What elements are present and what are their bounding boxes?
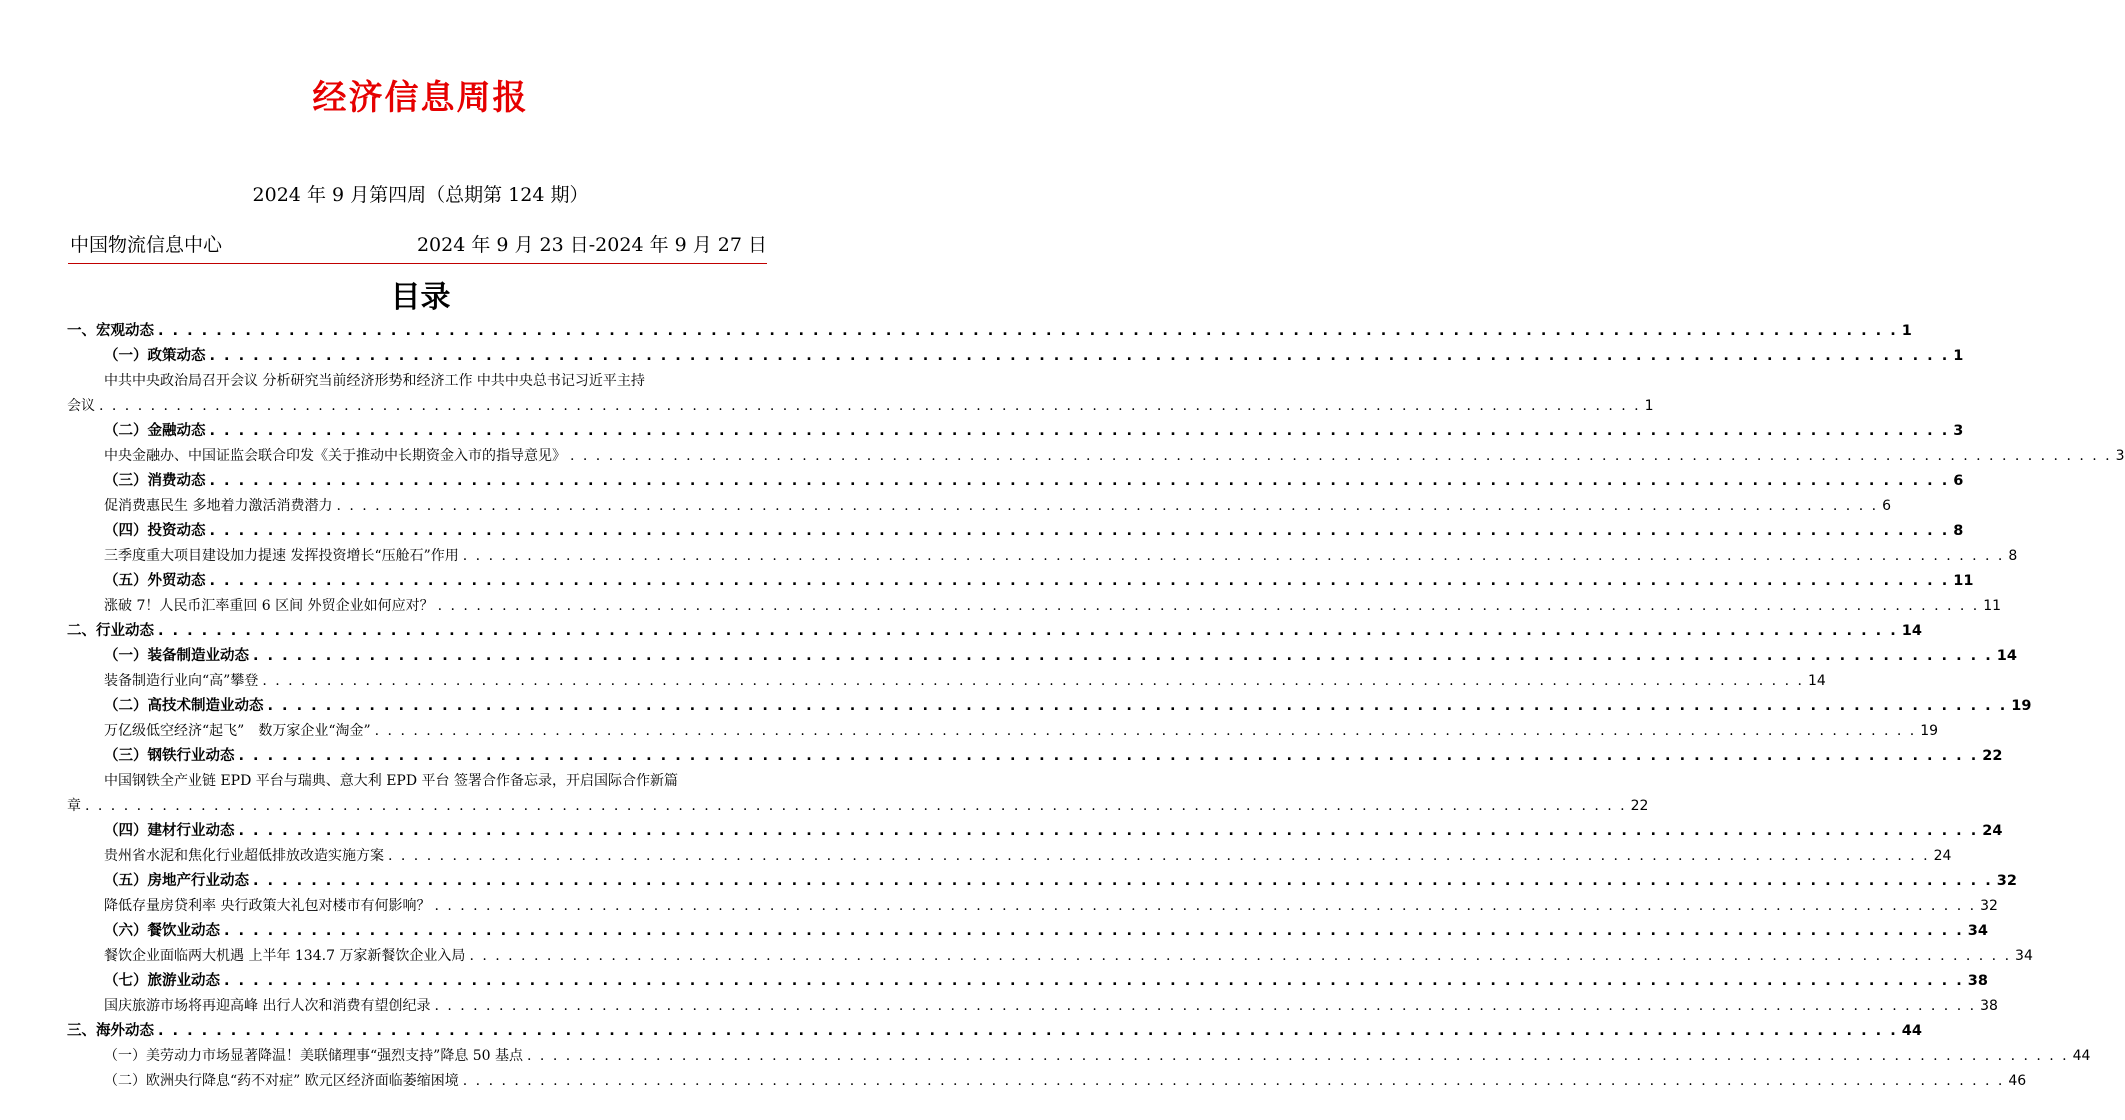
toc-subsection[interactable] xyxy=(0,344,1964,369)
toc-subsection[interactable] xyxy=(0,744,2003,769)
toc-page-number: 32 xyxy=(1996,873,2017,889)
toc-page-number: 34 xyxy=(1967,923,1988,939)
toc-entry[interactable] xyxy=(0,994,1998,1019)
dot-leader: . . . . . . . . . . . . . . . . . . . . . . . . . . . . . . . . . . . . . . . . . . . . . . . . . . . . . . . . . . . . . . . . . . . . . . . . . . . . . . . . . . . . . . . . . . . . . . . . . . . . . . . . . . . . . . . . . . . . . . . . xyxy=(238,748,1979,764)
dot-leader: . . . . . . . . . . . . . . . . . . . . . . . . . . . . . . . . . . . . . . . . . . . . . . . . . . . . . . . . . . . . . . . . . . . . . . . . . . . . . . . . . . . . . . . . . . . . . . . . . . . . . . . . . . . . . . . . . . . . . . . . xyxy=(158,1023,1898,1039)
toc-entry[interactable] xyxy=(0,719,1939,744)
toc-page-number: 46 xyxy=(2008,1073,2027,1089)
toc-page-number: 14 xyxy=(1807,673,1826,689)
toc-entry-text: （二）高技术制造业动态 xyxy=(104,698,264,714)
toc-section[interactable] xyxy=(0,1019,1922,1044)
dot-leader: . . . . . . . . . . . . . . . . . . . . . . . . . . . . . . . . . . . . . . . . . . . . . . . . . . . . . . . . . . . . . . . . . . . . . . . . . . . . . . . . . . . . . . . . . . . . . . . . . . . . . . . . . . . . . . . . . . . . . . . . xyxy=(209,473,1950,489)
toc-page-number: 22 xyxy=(1982,748,2003,764)
toc-entry-text: （一）装备制造业动态 xyxy=(104,648,249,664)
toc-entry-text: 中国钢铁全产业链 EPD 平台与瑞典、意大利 EPD 平台 签署合作备忘录，开启国际合作新篇 xyxy=(104,773,678,789)
organization: 中国物流信息中心 xyxy=(70,234,223,256)
toc-page-number: 1 xyxy=(1953,348,1964,364)
dot-leader: . . . . . . . . . . . . . . . . . . . . . . . . . . . . . . . . . . . . . . . . . . . . . . . . . . . . . . . . . . . . . . . . . . . . . . . . . . . . . . . . . . . . . . . . . . . . . . . . . . . . . . . . . . . . . . . . . . . . . . . . xyxy=(336,498,1879,514)
toc-page-number: 8 xyxy=(1953,523,1964,539)
toc-entry-text: （二）欧洲央行降息“药不对症” 欧元区经济面临萎缩困境 xyxy=(104,1073,459,1089)
toc-entry-text: 降低存量房贷利率 央行政策大礼包对楼市有何影响？ xyxy=(104,898,431,914)
toc-subsection[interactable] xyxy=(0,469,1964,494)
toc-entry-text: 涨破 7！人民币汇率重回 6 区间 外贸企业如何应对？ xyxy=(104,598,434,614)
report-title: 经济信息周报 xyxy=(312,78,529,118)
dot-leader: . . . . . . . . . . . . . . . . . . . . . . . . . . . . . . . . . . . . . . . . . . . . . . . . . . . . . . . . . . . . . . . . . . . . . . . . . . . . . . . . . . . . . . . . . . . . . . . . . . . . . . . . . . . . . . . . . . . . . . . . xyxy=(388,848,1930,864)
toc-entry-text: （一）美劳动力市场显著降温！美联储理事“强烈支持”降息 50 基点 xyxy=(104,1048,524,1064)
header-divider xyxy=(68,263,767,264)
toc-page-number: 38 xyxy=(1980,998,1998,1014)
dot-leader: . . . . . . . . . . . . . . . . . . . . . . . . . . . . . . . . . . . . . . . . . . . . . . . . . . . . . . . . . . . . . . . . . . . . . . . . . . . . . . . . . . . . . . . . . . . . . . . . . . . . . . . . . . . . . . . . . . . . . . . . xyxy=(158,623,1898,639)
dot-leader: . . . . . . . . . . . . . . . . . . . . . . . . . . . . . . . . . . . . . . . . . . . . . . . . . . . . . . . . . . . . . . . . . . . . . . . . . . . . . . . . . . . . . . . . . . . . . . . . . . . . . . . . . . . . . . . . . . . . . . . . xyxy=(209,348,1950,364)
toc-entry[interactable] xyxy=(0,944,2033,969)
toc-entry-text: 章 xyxy=(67,798,81,814)
dot-leader: . . . . . . . . . . . . . . . . . . . . . . . . . . . . . . . . . . . . . . . . . . . . . . . . . . . . . . . . . . . . . . . . . . . . . . . . . . . . . . . . . . . . . . . . . . . . . . . . . . . . . . . . . . . . . . . . . . . . . . . . xyxy=(209,573,1950,589)
toc-page-number: 22 xyxy=(1630,798,1649,814)
toc-entry-text: （四）投资动态 xyxy=(104,523,206,539)
dot-leader: . . . . . . . . . . . . . . . . . . . . . . . . . . . . . . . . . . . . . . . . . . . . . . . . . . . . . . . . . . . . . . . . . . . . . . . . . . . . . . . . . . . . . . . . . . . . . . . . . . . . . . . . . . . . . . . . . . . . . . . . xyxy=(434,898,1977,914)
toc-entry[interactable] xyxy=(0,544,2018,569)
dot-leader: . . . . . . . . . . . . . . . . . . . . . . . . . . . . . . . . . . . . . . . . . . . . . . . . . . . . . . . . . . . . . . . . . . . . . . . . . . . . . . . . . . . . . . . . . . . . . . . . . . . . . . . . . . . . . . . . . . . . . . . . xyxy=(267,698,2008,714)
toc-page-number: 6 xyxy=(1953,473,1964,489)
toc-entry[interactable] xyxy=(0,1069,2027,1094)
toc-entry[interactable] xyxy=(0,444,2125,469)
toc-entry-continued[interactable] xyxy=(0,794,1649,819)
dot-leader: . . . . . . . . . . . . . . . . . . . . . . . . . . . . . . . . . . . . . . . . . . . . . . . . . . . . . . . . . . . . . . . . . . . . . . . . . . . . . . . . . . . . . . . . . . . . . . . . . . . . . . . . . . . . . . . . . . . . . . . . xyxy=(253,873,1993,889)
toc-entry-text: 餐饮企业面临两大机遇 上半年 134.7 万家新餐饮企业入局 xyxy=(104,948,466,964)
toc-subsection[interactable] xyxy=(0,419,1964,444)
dot-leader: . . . . . . . . . . . . . . . . . . . . . . . . . . . . . . . . . . . . . . . . . . . . . . . . . . . . . . . . . . . . . . . . . . . . . . . . . . . . . . . . . . . . . . . . . . . . . . . . . . . . . . . . . . . . . . . . . . . . . . . . xyxy=(99,398,1641,414)
toc-page-number: 19 xyxy=(2011,698,2032,714)
toc-subsection[interactable] xyxy=(0,519,1964,544)
toc-entry[interactable] xyxy=(0,844,1952,869)
date-range: 2024 年 9 月 23 日-2024 年 9 月 27 日 xyxy=(416,234,767,256)
toc-entry-text: 会议 xyxy=(67,398,95,414)
dot-leader: . . . . . . . . . . . . . . . . . . . . . . . . . . . . . . . . . . . . . . . . . . . . . . . . . . . . . . . . . . . . . . . . . . . . . . . . . . . . . . . . . . . . . . . . . . . . . . . . . . . . . . . . . . . . . . . . . . . . . . . . xyxy=(527,1048,2069,1064)
dot-leader: . . . . . . . . . . . . . . . . . . . . . . . . . . . . . . . . . . . . . . . . . . . . . . . . . . . . . . . . . . . . . . . . . . . . . . . . . . . . . . . . . . . . . . . . . . . . . . . . . . . . . . . . . . . . . . . . . . . . . . . . xyxy=(85,798,1627,814)
toc-entry-text: 三季度重大项目建设加力提速 发挥投资增长“压舱石”作用 xyxy=(104,548,459,564)
toc-subsection[interactable] xyxy=(0,819,2003,844)
toc-entry-text: 三、海外动态 xyxy=(67,1023,154,1039)
dot-leader: . . . . . . . . . . . . . . . . . . . . . . . . . . . . . . . . . . . . . . . . . . . . . . . . . . . . . . . . . . . . . . . . . . . . . . . . . . . . . . . . . . . . . . . . . . . . . . . . . . . . . . . . . . . . . . . . . . . . . . . . xyxy=(570,448,2112,464)
toc-entry-text: 二、行业动态 xyxy=(67,623,154,639)
toc-page-number: 1 xyxy=(1901,323,1912,339)
toc-entry-text: （三）钢铁行业动态 xyxy=(104,748,235,764)
toc-heading: 目录 xyxy=(390,280,451,315)
toc-page-number: 34 xyxy=(2015,948,2033,964)
dot-leader: . . . . . . . . . . . . . . . . . . . . . . . . . . . . . . . . . . . . . . . . . . . . . . . . . . . . . . . . . . . . . . . . . . . . . . . . . . . . . . . . . . . . . . . . . . . . . . . . . . . . . . . . . . . . . . . . . . . . . . . . xyxy=(469,948,2012,964)
toc-page-number: 19 xyxy=(1920,723,1939,739)
toc-subsection[interactable] xyxy=(0,694,2032,719)
toc-entry-text: 贵州省水泥和焦化行业超低排放改造实施方案 xyxy=(104,848,384,864)
toc-entry-text: （五）外贸动态 xyxy=(104,573,206,589)
dot-leader: . . . . . . . . . . . . . . . . . . . . . . . . . . . . . . . . . . . . . . . . . . . . . . . . . . . . . . . . . . . . . . . . . . . . . . . . . . . . . . . . . . . . . . . . . . . . . . . . . . . . . . . . . . . . . . . . . . . . . . . . xyxy=(462,1073,2005,1089)
toc-page-number: 6 xyxy=(1882,498,1891,514)
toc-page-number: 3 xyxy=(1953,423,1964,439)
toc-entry-text: （五）房地产行业动态 xyxy=(104,873,249,889)
toc-entry-text: 中共中央政治局召开会议 分析研究当前经济形势和经济工作 中共中央总书记习近平主持 xyxy=(104,373,645,389)
dot-leader: . . . . . . . . . . . . . . . . . . . . . . . . . . . . . . . . . . . . . . . . . . . . . . . . . . . . . . . . . . . . . . . . . . . . . . . . . . . . . . . . . . . . . . . . . . . . . . . . . . . . . . . . . . . . . . . . . . . . . . . . xyxy=(262,673,1804,689)
dot-leader: . . . . . . . . . . . . . . . . . . . . . . . . . . . . . . . . . . . . . . . . . . . . . . . . . . . . . . . . . . . . . . . . . . . . . . . . . . . . . . . . . . . . . . . . . . . . . . . . . . . . . . . . . . . . . . . . . . . . . . . . xyxy=(437,598,1980,614)
toc-subsection[interactable] xyxy=(0,919,1988,944)
toc-entry-text: 装备制造行业向“高”攀登 xyxy=(104,673,259,689)
toc-page-number: 44 xyxy=(2072,1048,2091,1064)
toc-page-number: 24 xyxy=(1933,848,1952,864)
toc-page-number: 1 xyxy=(1644,398,1654,414)
toc-entry-text: （三）消费动态 xyxy=(104,473,206,489)
toc-page-number: 38 xyxy=(1967,973,1988,989)
toc-section[interactable] xyxy=(0,319,1912,344)
toc-entry[interactable] xyxy=(0,1044,2091,1069)
toc-section[interactable] xyxy=(0,619,1922,644)
toc-entry[interactable] xyxy=(0,494,1891,519)
dot-leader: . . . . . . . . . . . . . . . . . . . . . . . . . . . . . . . . . . . . . . . . . . . . . . . . . . . . . . . . . . . . . . . . . . . . . . . . . . . . . . . . . . . . . . . . . . . . . . . . . . . . . . . . . . . . . . . . . . . . . . . . xyxy=(374,723,1917,739)
toc-subsection[interactable] xyxy=(0,869,2017,894)
dot-leader: . . . . . . . . . . . . . . . . . . . . . . . . . . . . . . . . . . . . . . . . . . . . . . . . . . . . . . . . . . . . . . . . . . . . . . . . . . . . . . . . . . . . . . . . . . . . . . . . . . . . . . . . . . . . . . . . . . . . . . . . xyxy=(253,648,1993,664)
toc-entry[interactable] xyxy=(0,894,1998,919)
toc-entry-text: 国庆旅游市场将再迎高峰 出行人次和消费有望创纪录 xyxy=(104,998,431,1014)
dot-leader: . . . . . . . . . . . . . . . . . . . . . . . . . . . . . . . . . . . . . . . . . . . . . . . . . . . . . . . . . . . . . . . . . . . . . . . . . . . . . . . . . . . . . . . . . . . . . . . . . . . . . . . . . . . . . . . . . . . . . . . . xyxy=(238,823,1979,839)
dot-leader: . . . . . . . . . . . . . . . . . . . . . . . . . . . . . . . . . . . . . . . . . . . . . . . . . . . . . . . . . . . . . . . . . . . . . . . . . . . . . . . . . . . . . . . . . . . . . . . . . . . . . . . . . . . . . . . . . . . . . . . . xyxy=(158,323,1898,339)
toc-page-number: 3 xyxy=(2115,448,2125,464)
toc-page-number: 32 xyxy=(1980,898,1998,914)
toc-entry-text: （七）旅游业动态 xyxy=(104,973,220,989)
toc-page-number: 8 xyxy=(2008,548,2018,564)
toc-entry[interactable] xyxy=(0,594,2002,619)
toc-entry-continued[interactable] xyxy=(0,394,1654,419)
toc-page-number: 14 xyxy=(1996,648,2017,664)
toc-page-number: 44 xyxy=(1901,1023,1922,1039)
toc-entry-text: （二）金融动态 xyxy=(104,423,206,439)
toc-entry-text: 中央金融办、中国证监会联合印发《关于推动中长期资金入市的指导意见》 xyxy=(104,448,566,464)
toc-entry[interactable] xyxy=(0,669,1826,694)
toc-page-number: 24 xyxy=(1982,823,2003,839)
toc-entry-text: （一）政策动态 xyxy=(104,348,206,364)
toc-entry[interactable] xyxy=(0,769,841,794)
dot-leader: . . . . . . . . . . . . . . . . . . . . . . . . . . . . . . . . . . . . . . . . . . . . . . . . . . . . . . . . . . . . . . . . . . . . . . . . . . . . . . . . . . . . . . . . . . . . . . . . . . . . . . . . . . . . . . . . . . . . . . . . xyxy=(224,923,1964,939)
toc-subsection[interactable] xyxy=(0,644,2017,669)
dot-leader: . . . . . . . . . . . . . . . . . . . . . . . . . . . . . . . . . . . . . . . . . . . . . . . . . . . . . . . . . . . . . . . . . . . . . . . . . . . . . . . . . . . . . . . . . . . . . . . . . . . . . . . . . . . . . . . . . . . . . . . . xyxy=(209,423,1950,439)
toc-entry-text: 一、宏观动态 xyxy=(67,323,154,339)
toc-entry-text: 促消费惠民生 多地着力激活消费潜力 xyxy=(104,498,333,514)
toc-entry[interactable] xyxy=(0,369,841,394)
toc-entry-text: （四）建材行业动态 xyxy=(104,823,235,839)
toc-page-number: 14 xyxy=(1901,623,1922,639)
toc-entry-text: （六）餐饮业动态 xyxy=(104,923,220,939)
meta-line xyxy=(70,230,767,256)
dot-leader: . . . . . . . . . . . . . . . . . . . . . . . . . . . . . . . . . . . . . . . . . . . . . . . . . . . . . . . . . . . . . . . . . . . . . . . . . . . . . . . . . . . . . . . . . . . . . . . . . . . . . . . . . . . . . . . . . . . . . . . . xyxy=(434,998,1977,1014)
dot-leader: . . . . . . . . . . . . . . . . . . . . . . . . . . . . . . . . . . . . . . . . . . . . . . . . . . . . . . . . . . . . . . . . . . . . . . . . . . . . . . . . . . . . . . . . . . . . . . . . . . . . . . . . . . . . . . . . . . . . . . . . xyxy=(224,973,1964,989)
toc-subsection[interactable] xyxy=(0,569,1974,594)
toc-page-number: 11 xyxy=(1953,573,1974,589)
toc-entry-text: 万亿级低空经济“起飞” 数万家企业“淘金” xyxy=(104,723,371,739)
table-of-contents xyxy=(0,319,2125,1094)
toc-page-number: 11 xyxy=(1983,598,2002,614)
issue-line: 2024 年 9 月第四周（总期第 124 期） xyxy=(252,184,589,206)
dot-leader: . . . . . . . . . . . . . . . . . . . . . . . . . . . . . . . . . . . . . . . . . . . . . . . . . . . . . . . . . . . . . . . . . . . . . . . . . . . . . . . . . . . . . . . . . . . . . . . . . . . . . . . . . . . . . . . . . . . . . . . . xyxy=(209,523,1950,539)
toc-subsection[interactable] xyxy=(0,969,1988,994)
dot-leader: . . . . . . . . . . . . . . . . . . . . . . . . . . . . . . . . . . . . . . . . . . . . . . . . . . . . . . . . . . . . . . . . . . . . . . . . . . . . . . . . . . . . . . . . . . . . . . . . . . . . . . . . . . . . . . . . . . . . . . . . xyxy=(462,548,2005,564)
